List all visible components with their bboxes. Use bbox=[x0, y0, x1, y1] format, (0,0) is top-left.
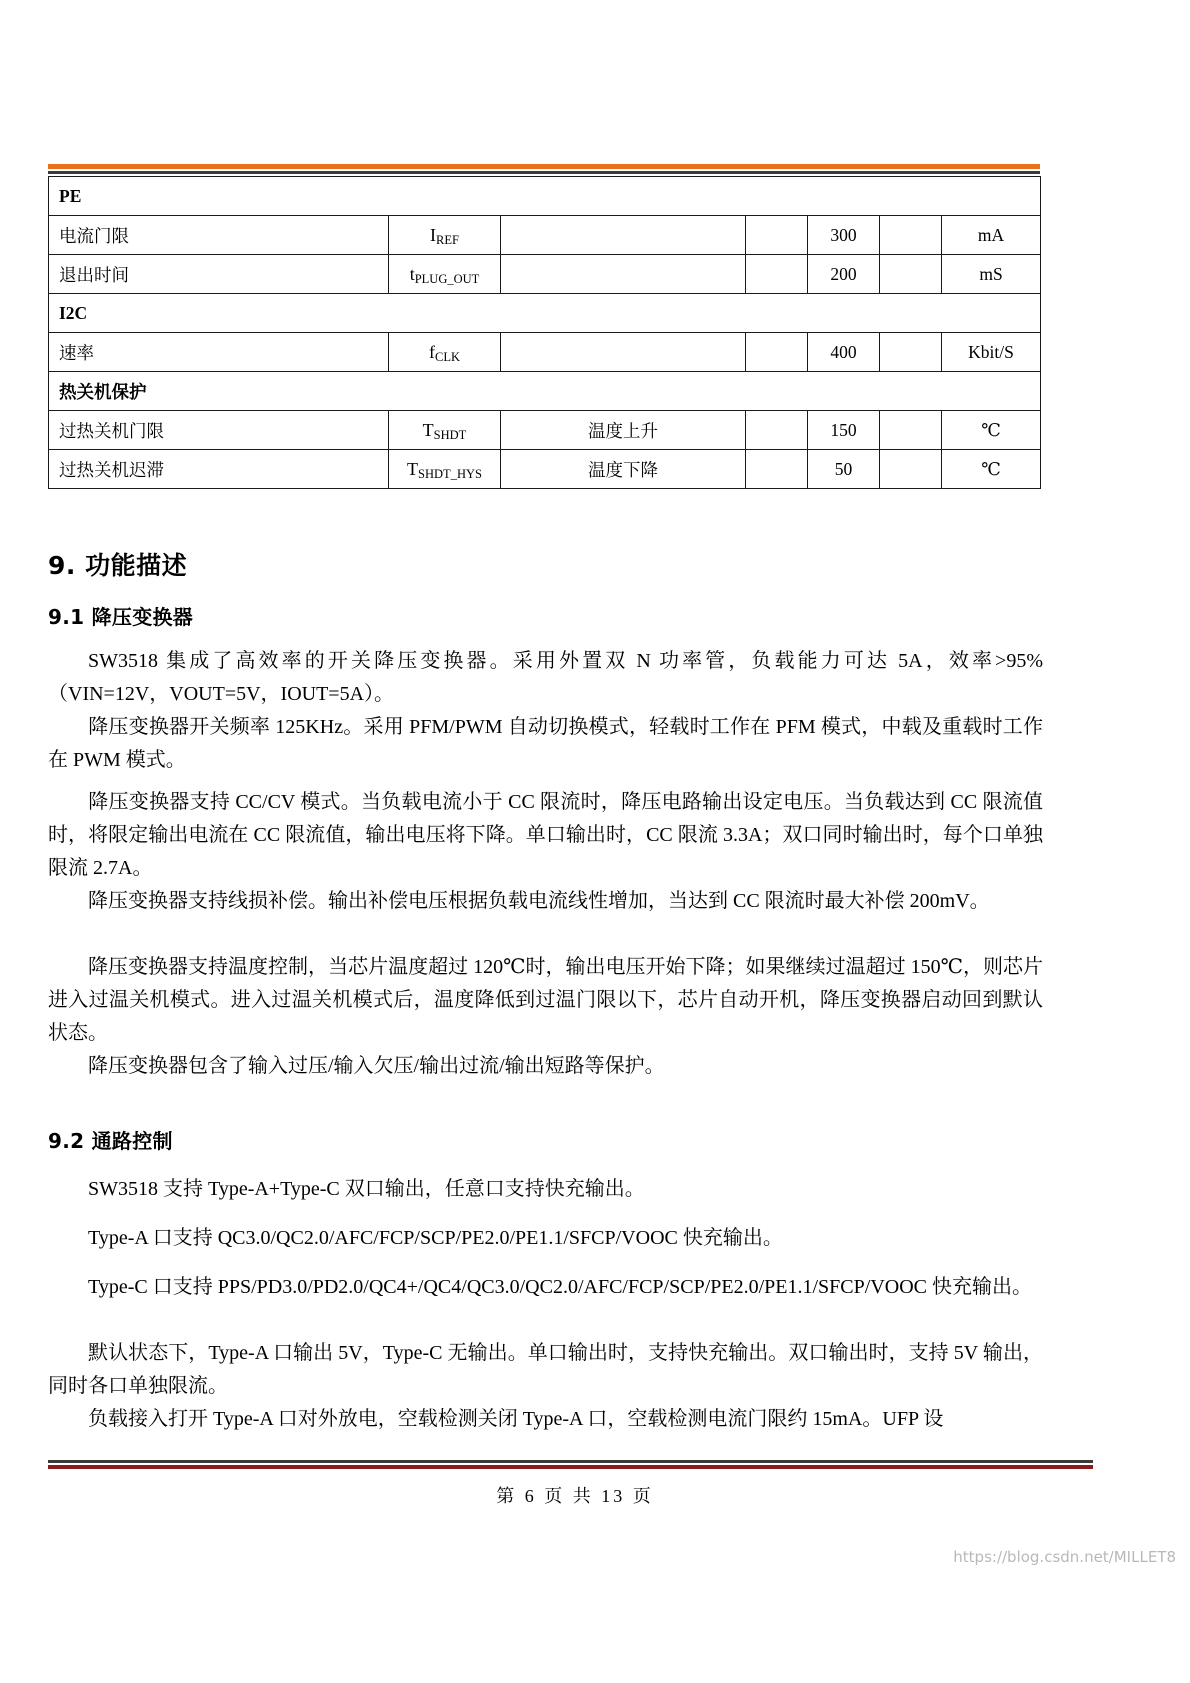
row-max bbox=[880, 411, 942, 450]
paragraph-9-1-5: 降压变换器支持温度控制，当芯片温度超过 120℃时，输出电压开始下降；如果继续过温超过 150℃，则芯片进入过温关机模式。进入过温关机模式后，温度降低到过温门限以下，芯片自动开机，降压变换器启动回到默认状态。 bbox=[48, 956, 1043, 1044]
spec-table bbox=[48, 176, 1041, 489]
row-symbol: $f_{CLK}$ bbox=[389, 333, 501, 372]
row-typ: 400 bbox=[808, 333, 880, 372]
paragraph-9-1-2: 降压变换器开关频率 125KHz。采用 PFM/PWM 自动切换模式，轻载时工作在 PFM 模式，中载及重载时工作在 PWM 模式。 bbox=[48, 716, 1043, 771]
row-typ: 200 bbox=[808, 255, 880, 294]
row-max bbox=[880, 450, 942, 489]
paragraph-9-2-5: 负载接入打开 Type-A 口对外放电，空载检测关闭 Type-A 口，空载检测电流门限约 15mA。UFP 设 bbox=[88, 1408, 944, 1430]
row-condition: 温度下降 bbox=[501, 450, 746, 489]
row-max bbox=[880, 333, 942, 372]
watermark-text: https://blog.csdn.net/MILLET8 bbox=[953, 1548, 1176, 1566]
table-row bbox=[49, 333, 1041, 372]
paragraph-9-2-2: Type-A 口支持 QC3.0/QC2.0/AFC/FCP/SCP/PE2.0/PE1.1/SFCP/VOOC 快充输出。 bbox=[88, 1227, 783, 1249]
row-unit: mS bbox=[942, 255, 1041, 294]
table-row bbox=[49, 450, 1041, 489]
table-row bbox=[49, 411, 1041, 450]
table-group-row bbox=[49, 294, 1041, 333]
subsection-heading-9-1: 9.1 降压变换器 bbox=[48, 605, 194, 629]
row-max bbox=[880, 216, 942, 255]
row-min bbox=[746, 411, 808, 450]
row-param: 过热关机迟滞 bbox=[49, 450, 389, 489]
row-param: 速率 bbox=[49, 333, 389, 372]
section-heading-9: 9. 功能描述 bbox=[48, 551, 188, 580]
row-param: 过热关机门限 bbox=[49, 411, 389, 450]
footer-rule-red bbox=[48, 1465, 1093, 1469]
subsection-heading-9-2: 9.2 通路控制 bbox=[48, 1129, 173, 1153]
row-typ: 150 bbox=[808, 411, 880, 450]
row-unit: mA bbox=[942, 216, 1041, 255]
paragraph-9-2-3: Type-C 口支持 PPS/PD3.0/PD2.0/QC4+/QC4/QC3.0/QC2.0/AFC/FCP/SCP/PE2.0/PE1.1/SFCP/VOOC 快充输出。 bbox=[88, 1276, 1032, 1298]
row-min bbox=[746, 255, 808, 294]
row-typ: 50 bbox=[808, 450, 880, 489]
row-max bbox=[880, 255, 942, 294]
row-min bbox=[746, 333, 808, 372]
row-min bbox=[746, 450, 808, 489]
table-row bbox=[49, 216, 1041, 255]
row-symbol: $I_{REF}$ bbox=[389, 216, 501, 255]
row-condition: 温度上升 bbox=[501, 411, 746, 450]
paragraph-9-1-6: 降压变换器包含了输入过压/输入欠压/输出过流/输出短路等保护。 bbox=[88, 1055, 665, 1077]
footer-rule-dark bbox=[48, 1460, 1093, 1463]
paragraph-9-2-4: 默认状态下，Type-A 口输出 5V，Type-C 无输出。单口输出时，支持快充输出。双口输出时，支持 5V 输出，同时各口单独限流。 bbox=[48, 1342, 1043, 1397]
group-label: I2C bbox=[49, 294, 1041, 333]
row-condition bbox=[501, 255, 746, 294]
group-label: 热关机保护 bbox=[49, 372, 1041, 411]
row-typ: 300 bbox=[808, 216, 880, 255]
row-symbol: $t_{PLUG\_OUT}$ bbox=[389, 255, 501, 294]
row-unit: ℃ bbox=[942, 411, 1041, 450]
group-label: PE bbox=[49, 177, 1041, 216]
paragraph-9-1-3: 降压变换器支持 CC/CV 模式。当负载电流小于 CC 限流时，降压电路输出设定电压。当负载达到 CC 限流值时，将限定输出电流在 CC 限流值，输出电压将下降。单口输出时，CC 限流 3.3A；双口同时输出时，每个口单独限流 2.7A。 bbox=[48, 791, 1043, 879]
row-param: 电流门限 bbox=[49, 216, 389, 255]
row-param: 退出时间 bbox=[49, 255, 389, 294]
row-condition bbox=[501, 216, 746, 255]
table-group-row bbox=[49, 372, 1041, 411]
table-group-row bbox=[49, 177, 1041, 216]
paragraph-9-2-1: SW3518 支持 Type-A+Type-C 双口输出，任意口支持快充输出。 bbox=[88, 1178, 645, 1200]
paragraph-9-1-1: SW3518 集成了高效率的开关降压变换器。采用外置双 N 功率管，负载能力可达 5A，效率>95%（VIN=12V，VOUT=5V，IOUT=5A）。 bbox=[48, 650, 1043, 705]
row-unit: Kbit/S bbox=[942, 333, 1041, 372]
spec-table-body bbox=[49, 177, 1041, 489]
footer-page-number: 第 6 页 共 13 页 bbox=[496, 1486, 654, 1506]
row-symbol: $T_{SHDT\_HYS}$ bbox=[389, 450, 501, 489]
table-row bbox=[49, 255, 1041, 294]
row-min bbox=[746, 216, 808, 255]
row-condition bbox=[501, 333, 746, 372]
paragraph-9-1-4: 降压变换器支持线损补偿。输出补偿电压根据负载电流线性增加，当达到 CC 限流时最大补偿 200mV。 bbox=[88, 890, 990, 912]
row-symbol: $T_{SHDT}$ bbox=[389, 411, 501, 450]
header-rule-dark bbox=[48, 171, 1040, 174]
row-unit: ℃ bbox=[942, 450, 1041, 489]
header-rule-orange bbox=[48, 164, 1040, 169]
